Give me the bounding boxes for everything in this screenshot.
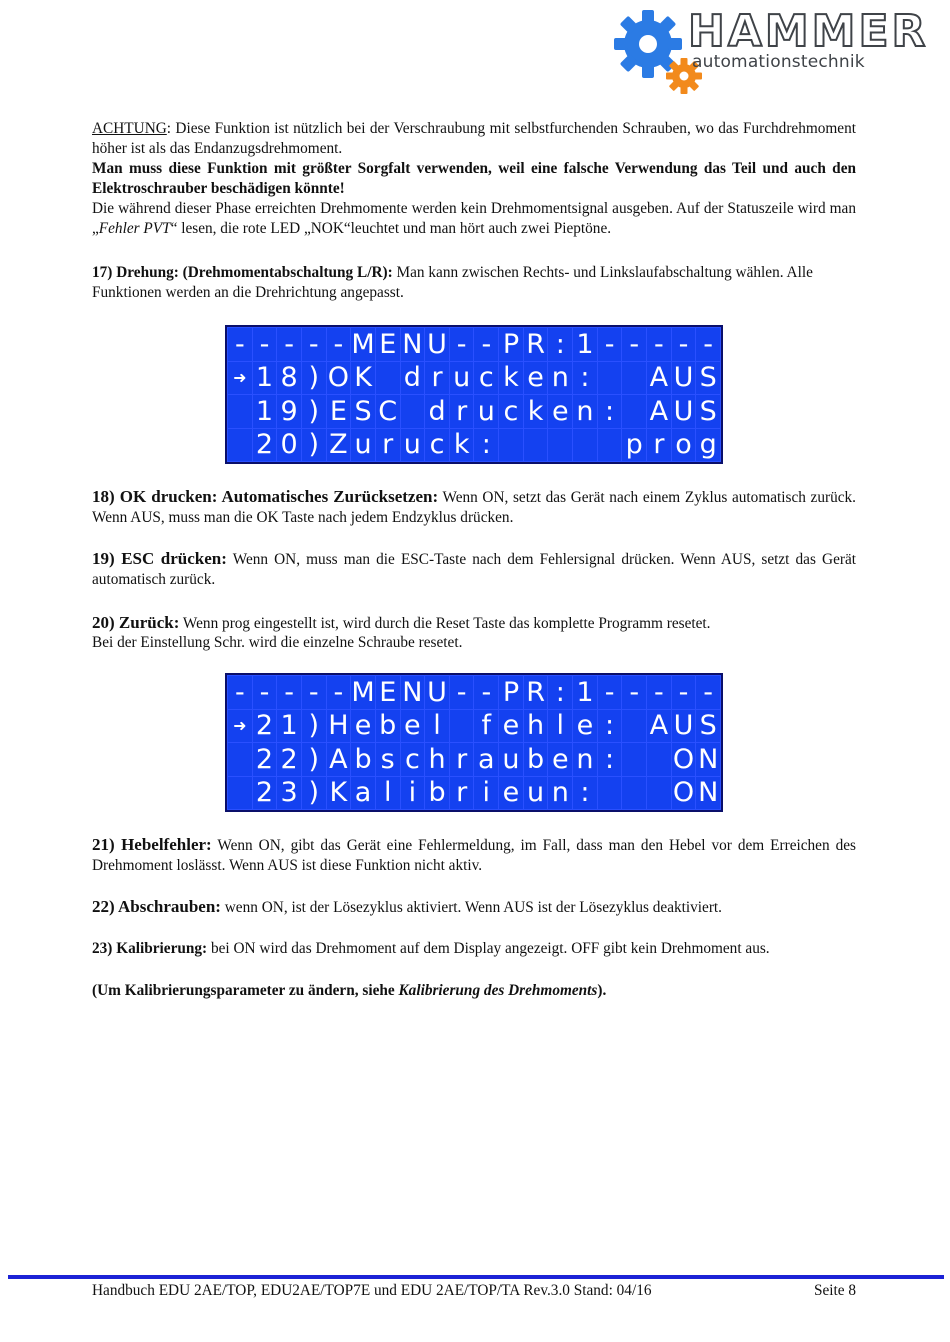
lcd-char-r2-c15: : [598, 743, 622, 776]
lcd-char-r1-c17: A [647, 362, 671, 395]
lcd-char-r3-c13 [548, 429, 572, 462]
lcd-char-r0-c1: - [253, 328, 277, 361]
lcd-char-r1-c14: e [573, 710, 597, 743]
lcd-char-r3-c7: i [401, 777, 425, 810]
lcd-char-r3-c0 [228, 777, 252, 810]
lcd-char-r2-c9: r [450, 743, 474, 776]
item-18-text: Wenn ON, setzt das Gerät nach einem Zyklus automatisch zurück. Wenn AUS, muss man die OK Taste nach jedem Endzyklus drücken. [92, 489, 856, 526]
lcd-char-r3-c3: ) [302, 429, 326, 462]
item-17-paragraph [92, 263, 856, 303]
lcd-char-r0-c0: - [228, 328, 252, 361]
lcd-char-r1-c16 [622, 710, 646, 743]
lcd-char-r0-c6: E [376, 676, 400, 709]
lcd-char-r0-c4: - [327, 328, 351, 361]
lcd-char-r3-c19: g [696, 429, 720, 462]
lcd-char-r2-c0 [228, 743, 252, 776]
lcd-char-r1-c15 [598, 362, 622, 395]
warning-text: : Diese Funktion ist nützlich bei der Verschraubung mit selbstfurchenden Schrauben, wo das Furchdrehmoment höher ist als das Endanzugsdrehmoment. [92, 120, 856, 157]
lcd-char-r2-c17 [647, 743, 671, 776]
lcd-char-r3-c11 [499, 429, 523, 462]
lcd-char-r1-c3: ) [302, 710, 326, 743]
lcd-char-r3-c1: 2 [253, 777, 277, 810]
lcd-char-r3-c9: r [450, 777, 474, 810]
lcd-char-r3-c4: Z [327, 429, 351, 462]
lcd-char-r3-c7: u [401, 429, 425, 462]
lcd-char-r1-c9: u [450, 362, 474, 395]
lcd-char-r1-c11: k [499, 362, 523, 395]
lcd-display-menu-2 [225, 673, 723, 812]
lcd-char-r2-c4: A [327, 743, 351, 776]
lcd-char-r0-c7: N [402, 676, 423, 708]
lcd-char-r1-c7: d [401, 362, 425, 395]
lcd-char-r0-c12: R [524, 328, 548, 361]
lcd-char-r1-c5: K [351, 362, 375, 395]
lcd-char-r0-c15: - [598, 676, 622, 709]
lcd-char-r1-c9 [450, 710, 474, 743]
lcd-char-r3-c8: c [425, 429, 449, 462]
lcd-char-r1-c4: O [327, 362, 350, 394]
lcd-char-r0-c19: - [696, 328, 720, 361]
lcd-char-r0-c0: - [228, 676, 252, 709]
lcd-char-r2-c8: h [425, 743, 449, 776]
lcd-char-r2-c6: C [376, 395, 400, 428]
lcd-char-r1-c7: e [401, 710, 425, 743]
lcd-char-r3-c2: 3 [277, 777, 301, 810]
item-17-number: 17) Drehung: [92, 264, 179, 281]
lcd-char-r3-c15 [598, 429, 622, 462]
warning-status-text-b: “ lesen, die rote LED „NOK“leuchtet und man hört auch zwei Pieptöne. [170, 220, 612, 237]
warning-status-error: Fehler PVT [98, 220, 171, 237]
item-20-title: 20) Zurück: [92, 613, 180, 632]
lcd-char-r3-c14 [573, 429, 597, 462]
lcd-char-r0-c7: N [402, 328, 423, 360]
footer-divider [8, 1275, 944, 1279]
item-18-paragraph [92, 487, 856, 528]
lcd-char-r0-c19: - [696, 676, 720, 709]
footer-page-number: Seite 8 [813, 1282, 856, 1299]
lcd-char-r1-c6 [376, 362, 400, 395]
lcd-char-r1-c1: 1 [253, 362, 277, 395]
item-21-text: Wenn ON, gibt das Gerät eine Fehlermeldung, im Fall, dass man den Hebel vor dem Erreichen des Drehmoment loslässt. Wenn AUS ist diese Funktion nicht aktiv. [92, 837, 856, 874]
item-23-text: bei ON wird das Drehmoment auf dem Display angezeigt. OFF gibt kein Drehmoment aus. [207, 940, 770, 957]
lcd-char-r0-c16: - [622, 676, 646, 709]
lcd-char-r3-c13: n [548, 777, 572, 810]
lcd-display-menu-1 [225, 325, 723, 464]
item-23-note [92, 981, 856, 1001]
lcd-char-r0-c5: M [351, 328, 375, 360]
lcd-char-r0-c9: - [450, 328, 474, 361]
lcd-char-r3-c14: : [573, 777, 597, 810]
lcd-char-r0-c3: - [302, 676, 326, 709]
lcd-char-r3-c5: u [351, 429, 375, 462]
logo-subtitle: automationstechnik [692, 52, 865, 72]
lcd-char-r2-c3: ) [302, 743, 326, 776]
lcd-char-r1-c3: ) [302, 362, 326, 395]
lcd-char-r2-c7 [401, 395, 425, 428]
warning-status-text-a: Die während dieser Phase erreichten Drehmomente werden kein Drehmomentsignal ausgeben. Auf der Statuszeile wird man „ [92, 200, 856, 237]
lcd-char-r1-c10: f [474, 710, 498, 743]
lcd-char-r3-c4: K [327, 777, 351, 810]
lcd-char-r1-c13: l [548, 710, 572, 743]
lcd-char-r3-c10: : [474, 429, 498, 462]
item-22-title: 22) Abschrauben: [92, 897, 221, 916]
lcd-char-r2-c14: n [573, 395, 597, 428]
lcd-char-r3-c6: r [376, 429, 400, 462]
lcd-char-r0-c14: 1 [573, 328, 597, 361]
lcd-char-r0-c8: U [427, 676, 447, 708]
lcd-char-r0-c3: - [302, 328, 326, 361]
lcd-char-r2-c5: b [351, 743, 375, 776]
lcd-char-r3-c2: 0 [277, 429, 301, 462]
lcd-char-r2-c12: b [524, 743, 548, 776]
lcd-char-r0-c2: - [277, 328, 301, 361]
lcd-char-r3-c15 [598, 777, 622, 810]
item-20-text-2: Bei der Einstellung Schr. wird die einzelne Schraube resetet. [92, 634, 463, 651]
lcd-char-r1-c12: e [524, 362, 548, 395]
lcd-char-r1-c8: r [425, 362, 449, 395]
lcd-char-r2-c16 [622, 743, 646, 776]
lcd-char-r2-c19: N [698, 743, 719, 775]
item-23-note-a: (Um Kalibrierungsparameter zu ändern, siehe [92, 982, 399, 999]
lcd-char-r3-c8: b [425, 777, 449, 810]
item-17-text: Man kann zwischen Rechts- und Linkslaufabschaltung wählen. Alle Funktionen werden an die Drehrichtung angepasst. [92, 264, 813, 301]
item-20-text-1: Wenn prog eingestellt ist, wird durch die Reset Taste das komplette Programm resetet. [179, 615, 711, 632]
lcd-char-r0-c10: - [474, 328, 498, 361]
lcd-char-r2-c1: 1 [253, 395, 277, 428]
lcd-char-r2-c7: c [401, 743, 425, 776]
lcd-char-r0-c11: P [499, 328, 523, 361]
item-21-title: 21) Hebelfehler: [92, 835, 212, 854]
lcd-char-r2-c15: : [598, 395, 622, 428]
lcd-char-r1-c15: : [598, 710, 622, 743]
lcd-char-r0-c14: 1 [573, 676, 597, 709]
lcd-char-r0-c13: : [548, 676, 572, 709]
lcd-char-r1-c16 [622, 362, 646, 395]
lcd-char-r2-c13: e [548, 743, 572, 776]
lcd-char-r2-c14: n [573, 743, 597, 776]
warning-status-paragraph [92, 199, 856, 239]
lcd-char-r2-c4: E [327, 395, 351, 428]
lcd-char-r3-c6: l [376, 777, 400, 810]
lcd-char-r3-c9: k [450, 429, 474, 462]
lcd-char-r1-c12: h [524, 710, 548, 743]
lcd-char-r3-c18: O [672, 777, 695, 809]
lcd-char-r1-c17: A [647, 710, 671, 743]
lcd-char-r1-c1: 2 [253, 710, 277, 743]
lcd-char-r0-c16: - [622, 328, 646, 361]
lcd-char-r0-c18: - [672, 328, 696, 361]
lcd-char-r3-c16: p [622, 429, 646, 462]
lcd-char-r1-c18: U [673, 362, 694, 394]
lcd-char-r2-c3: ) [302, 395, 326, 428]
item-22-text: wenn ON, ist der Lösezyklus aktiviert. Wenn AUS ist der Lösezyklus deaktiviert. [220, 899, 722, 916]
lcd-char-r3-c17: r [647, 429, 671, 462]
item-23-note-b: ). [597, 982, 607, 999]
item-20-paragraph [92, 613, 856, 634]
lcd-char-r0-c5: M [351, 676, 375, 708]
lcd-char-r3-c16 [622, 777, 646, 810]
lcd-char-r0-c18: - [672, 676, 696, 709]
warning-bold-text: Man muss diese Funktion mit größter Sorgfalt verwenden, weil eine falsche Verwendung das Teil und auch den Elektroschrauber beschädigen könnte! [92, 160, 856, 197]
lcd-char-r2-c8: d [425, 395, 449, 428]
lcd-char-r0-c17: - [647, 328, 671, 361]
lcd-char-r0-c4: - [327, 676, 351, 709]
item-23-note-link: Kalibrierung des Drehmoments [398, 982, 598, 999]
lcd-char-r2-c1: 2 [253, 743, 277, 776]
lcd-char-r1-c8: l [425, 710, 449, 743]
lcd-char-r2-c18: O [672, 743, 695, 775]
item-19-text: Wenn ON, muss man die ESC-Taste nach dem Fehlersignal drücken. Wenn AUS, setzt das Gerät automatisch zurück. [92, 551, 856, 588]
lcd-char-r3-c11: e [499, 777, 523, 810]
lcd-char-r2-c16 [622, 395, 646, 428]
company-logo [608, 6, 929, 98]
lcd-char-r1-c13: n [548, 362, 572, 395]
lcd-char-r3-c1: 2 [253, 429, 277, 462]
lcd-char-r3-c3: ) [302, 777, 326, 810]
item-21-paragraph [92, 835, 856, 876]
lcd-char-r0-c17: - [647, 676, 671, 709]
lcd-char-r3-c5: a [351, 777, 375, 810]
lcd-char-r0-c6: E [376, 328, 400, 361]
lcd-char-r3-c0 [228, 429, 252, 462]
lcd-char-r2-c2: 9 [277, 395, 301, 428]
lcd-char-r3-c12: u [524, 777, 548, 810]
lcd-char-r2-c10: a [474, 743, 498, 776]
lcd-char-r0-c11: P [499, 676, 523, 709]
lcd-char-r2-c17: A [647, 395, 671, 428]
lcd-char-r1-c19: S [696, 362, 720, 395]
lcd-char-r3-c18: o [672, 429, 696, 462]
lcd-char-r1-c11: e [499, 710, 523, 743]
lcd-char-r0-c1: - [253, 676, 277, 709]
item-19-title: 19) ESC drücken: [92, 549, 227, 568]
lcd-char-r2-c18: U [673, 395, 694, 427]
lcd-char-r0-c13: : [548, 328, 572, 361]
lcd-char-r2-c0 [228, 395, 252, 428]
lcd-char-r3-c10: i [474, 777, 498, 810]
item-22-paragraph [92, 897, 856, 918]
item-19-paragraph [92, 549, 856, 590]
lcd-char-r2-c2: 2 [277, 743, 301, 776]
lcd-char-r1-c10: c [474, 362, 498, 395]
footer-manual-title: Handbuch EDU 2AE/TOP, EDU2AE/TOP7E und EDU 2AE/TOP/TA Rev.3.0 Stand: 04/16 [92, 1282, 652, 1299]
lcd-char-r2-c10: u [474, 395, 498, 428]
lcd-char-r2-c19: S [696, 395, 720, 428]
lcd-char-r1-c14: : [573, 362, 597, 395]
item-18-title: 18) OK drucken: Automatisches Zurücksetzen: [92, 487, 439, 506]
lcd-char-r2-c5: S [351, 395, 375, 428]
lcd-char-r2-c13: e [548, 395, 572, 428]
lcd-char-r1-c2: 8 [277, 362, 301, 395]
lcd-char-r3-c12 [524, 429, 548, 462]
lcd-char-r2-c11: c [499, 395, 523, 428]
lcd-char-r0-c8: U [427, 328, 447, 360]
lcd-char-r1-c19: S [696, 710, 720, 743]
lcd-char-r1-c0: ➜ [228, 710, 252, 743]
lcd-char-r2-c12: k [524, 395, 548, 428]
item-23-paragraph [92, 939, 782, 959]
item-23-title: 23) Kalibrierung: [92, 940, 208, 957]
logo-brand-text: HAMMER [688, 6, 929, 57]
lcd-char-r0-c10: - [474, 676, 498, 709]
lcd-char-r1-c5: e [351, 710, 375, 743]
lcd-char-r2-c11: u [499, 743, 523, 776]
lcd-char-r3-c19: N [698, 777, 719, 809]
lcd-char-r0-c2: - [277, 676, 301, 709]
lcd-char-r0-c9: - [450, 676, 474, 709]
lcd-char-r2-c6: s [376, 743, 400, 776]
lcd-char-r2-c9: r [450, 395, 474, 428]
lcd-char-r1-c18: U [673, 710, 694, 742]
lcd-char-r1-c0: ➜ [228, 362, 252, 395]
warning-label: ACHTUNG [92, 120, 167, 137]
item-17-title: (Drehmomentabschaltung L/R): [178, 264, 393, 281]
lcd-char-r0-c12: R [524, 676, 548, 709]
lcd-char-r1-c4: H [328, 710, 349, 742]
warning-paragraph [92, 119, 856, 159]
lcd-char-r1-c2: 1 [277, 710, 301, 743]
lcd-char-r3-c17 [647, 777, 671, 810]
lcd-char-r1-c6: b [376, 710, 400, 743]
lcd-char-r0-c15: - [598, 328, 622, 361]
